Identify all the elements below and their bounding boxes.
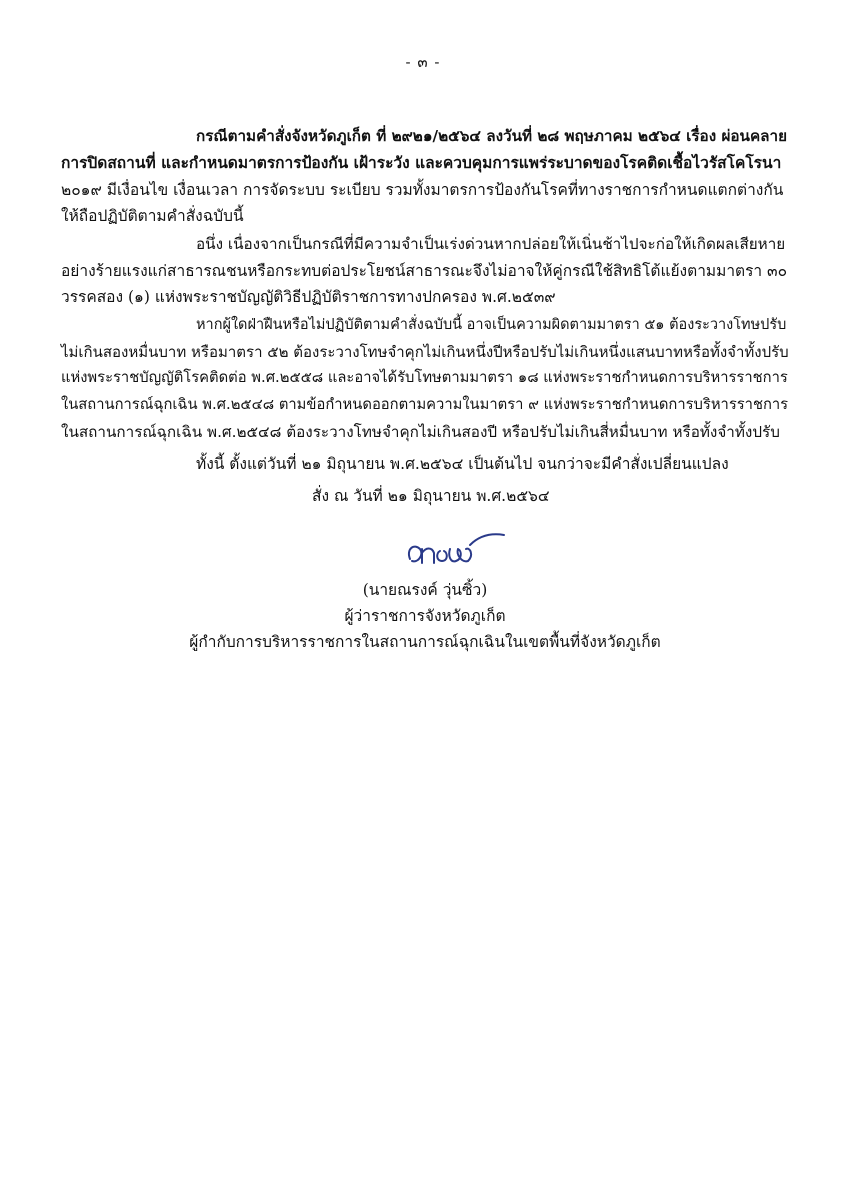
page-number: - ๓ - [405, 53, 441, 71]
paragraph3-line-4: ในสถานการณ์ฉุกเฉิน พ.ศ.๒๕๔๘ ตามข้อกำหนดออกตามความในมาตรา ๙ แห่งพระราชกำหนดการบริหารราชการ [61, 396, 789, 413]
paragraph2-line-3: วรรคสอง (๑) แห่งพระราชบัญญัติวิธีปฏิบัติราชการทางปกครอง พ.ศ.๒๕๓๙ [61, 288, 556, 306]
paragraph2-line-2: อย่างร้ายแรงแก่สาธารณชนหรือกระทบต่อประโยชน์สาธารณะจึงไม่อาจให้คู่กรณีใช้สิทธิโต้แย้งตามมาตรา ๓๐ [61, 262, 788, 280]
paragraph1-line-2: การปิดสถานที่ และกำหนดมาตรการป้องกัน เฝ้าระวัง และควบคุมการแพร่ระบาดของโรคติดเชื้อไวรัสโคโรนา [61, 153, 782, 172]
paragraph1-line-4: ให้ถือปฏิบัติตามคำสั่งฉบับนี้ [61, 207, 244, 225]
paragraph1-line-1: กรณีตามคำสั่งจังหวัดภูเก็ต ที่ ๒๙๒๑/๒๕๖๔ ลงวันที่ ๒๘ พฤษภาคม ๒๕๖๔ เรื่อง ผ่อนคลาย [196, 127, 788, 145]
paragraph3-line-1: หากผู้ใดฝ่าฝืนหรือไม่ปฏิบัติตามคำสั่งฉบับนี้ อาจเป็นความผิดตามมาตรา ๕๑ ต้องระวางโทษปรับ [196, 317, 787, 333]
paragraph3-line-5: ในสถานการณ์ฉุกเฉิน พ.ศ.๒๕๔๘ ต้องระวางโทษจำคุกไม่เกินสองปี หรือปรับไม่เกินสี่หมื่นบาท หรือทั้งจำทั้งปรับ [61, 423, 780, 441]
signatory-name: (นายณรงค์ วุ่นซิ้ว) [362, 581, 488, 599]
paragraph1-line-3: ๒๐๑๙ มีเงื่อนไข เงื่อนเวลา การจัดระบบ ระเบียบ รวมทั้งมาตรการป้องกันโรคที่ทางราชการกำหนดแตกต่างกัน [61, 181, 784, 199]
paragraph2-line-1: อนึ่ง เนื่องจากเป็นกรณีที่มีความจำเป็นเร่งด่วนหากปล่อยให้เนิ่นช้าไปจะก่อให้เกิดผลเสียหาย [196, 235, 786, 253]
signatory-title: ผู้ว่าราชการจังหวัดภูเก็ต [344, 607, 506, 625]
paragraph3-line-3: แห่งพระราชบัญญัติโรคติดต่อ พ.ศ.๒๕๕๘ และอาจได้รับโทษตามมาตรา ๑๘ แห่งพระราชกำหนดการบริหารราชการ [61, 369, 788, 386]
paragraph3-line-2: ไม่เกินสองหมื่นบาท หรือมาตรา ๕๒ ต้องระวางโทษจำคุกไม่เกินหนึ่งปีหรือปรับไม่เกินหนึ่งแสนบาทหรือทั้งจำทั้งปรับ [61, 343, 789, 361]
ordered-date-line: สั่ง ณ วันที่ ๒๑ มิถุนายน พ.ศ.๒๕๖๔ [312, 487, 550, 505]
effective-date-line: ทั้งนี้ ตั้งแต่วันที่ ๒๑ มิถุนายน พ.ศ.๒๕๖๔ เป็นต้นไป จนกว่าจะมีคำสั่งเปลี่ยนแปลง [196, 455, 729, 473]
signatory-role: ผู้กำกับการบริหารราชการในสถานการณ์ฉุกเฉินในเขตพื้นที่จังหวัดภูเก็ต [189, 633, 661, 651]
handwritten-signature [400, 525, 510, 575]
